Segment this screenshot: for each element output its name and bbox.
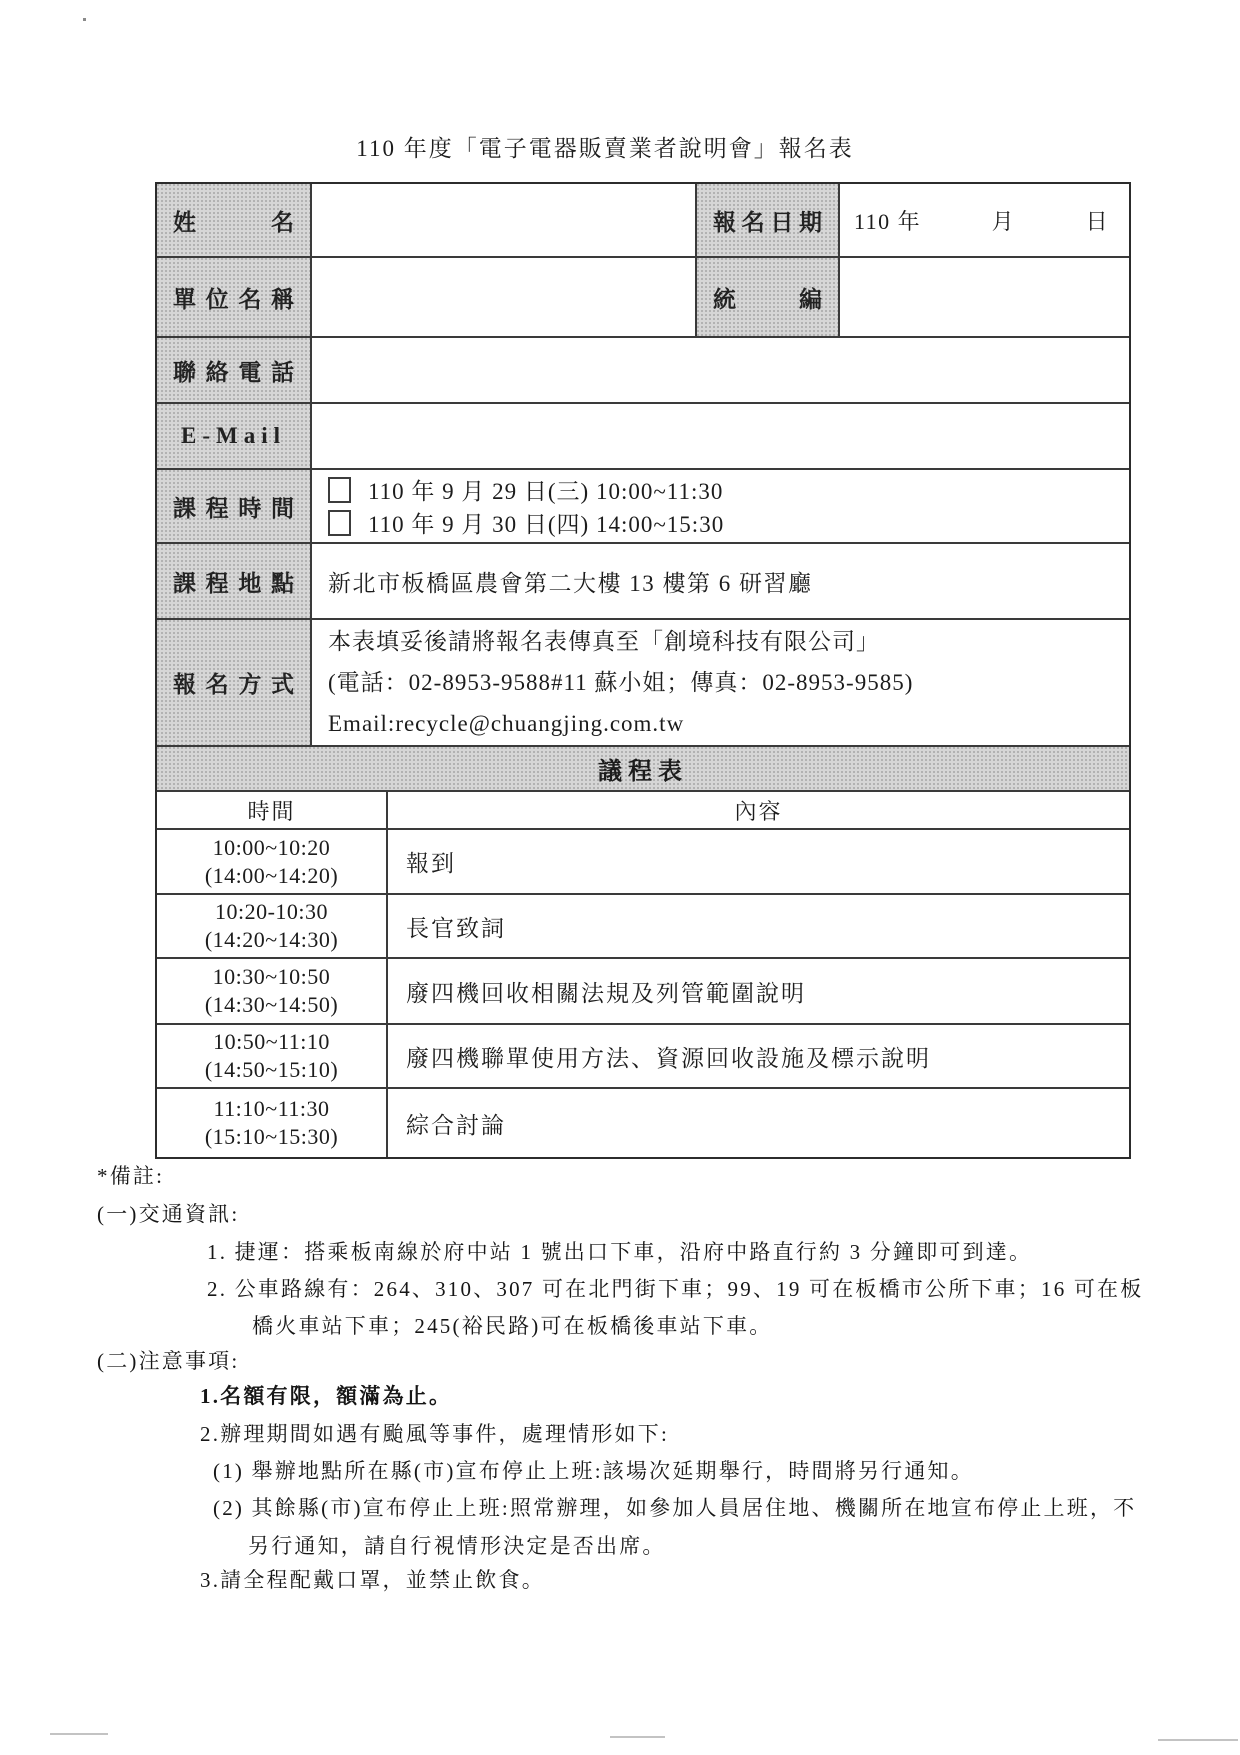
method-line-3: Email:recycle@chuangjing.com.tw	[328, 711, 685, 736]
agenda-row-5-time-alt: (15:10~15:30)	[204, 1124, 339, 1149]
agenda-row-1-time-main: 10:00~10:20	[212, 834, 331, 860]
email-label-cell	[157, 404, 312, 468]
row-email	[157, 404, 1129, 470]
agenda-row-5-content: 綜合討論	[406, 1112, 506, 1138]
method-label-cell	[157, 620, 312, 745]
agenda-section-title: 議程表	[598, 759, 688, 785]
transport-section-title: (一)交通資訊:	[97, 1202, 240, 1226]
email-label: E-Mail	[181, 423, 286, 448]
agenda-row-2-time-main: 10:20-10:30	[214, 899, 329, 924]
name-field[interactable]	[312, 184, 697, 256]
session-option-1	[328, 473, 723, 506]
row-session-time	[157, 470, 1129, 544]
unit-name-field[interactable]	[312, 258, 697, 336]
page-title: 110 年度「電子電器販賣業者說明會」報名表	[356, 136, 854, 161]
agenda-row-2	[157, 895, 1129, 959]
transport-item-2-line-1: 2. 公車路線有：264、310、307 可在北門街下車；99、19 可在板橋市公所下車；16 可在板	[207, 1277, 1144, 1301]
agenda-row-5	[157, 1089, 1129, 1157]
caution-item-2-sub-1: (1) 舉辦地點所在縣(市)宣布停止上班:該場次延期舉行，時間將另行通知。	[213, 1459, 974, 1483]
unit-label: 單位名稱	[173, 286, 294, 312]
agenda-row-3-time	[157, 959, 388, 1023]
method-cell	[312, 620, 1129, 745]
method-line-2: (電話：02-8953-9588#11 蘇小姐；傳真：02-8953-9585)	[328, 670, 914, 695]
caution-item-1: 1.名額有限，額滿為止。	[200, 1384, 453, 1408]
name-label-cell	[157, 184, 312, 256]
agenda-row-3-time-main: 10:30~10:50	[212, 964, 331, 989]
agenda-row-3-time-alt: (14:30~14:50)	[204, 992, 339, 1017]
phone-label-cell	[157, 338, 312, 402]
session-option-1-label: 110 年 9 月 29 日(三) 10:00~11:30	[368, 479, 724, 504]
agenda-row-1-time-alt: (14:00~14:20)	[204, 862, 339, 888]
session-label-cell	[157, 470, 312, 542]
phone-label: 聯絡電話	[173, 359, 294, 385]
tax-id-label-cell	[697, 258, 840, 336]
reg-date-label-cell	[697, 184, 840, 256]
agenda-row-3-content: 廢四機回收相關法規及列管範圍說明	[406, 980, 806, 1006]
caution-item-2: 2.辦理期間如遇有颱風等事件，處理情形如下:	[200, 1422, 669, 1446]
scan-artifact-line-left	[50, 1733, 108, 1735]
unit-label-cell	[157, 258, 312, 336]
row-location	[157, 544, 1129, 620]
agenda-row-1	[157, 830, 1129, 895]
agenda-row-4-time-alt: (14:50~15:10)	[204, 1057, 339, 1082]
agenda-content-header: 內容	[734, 798, 783, 824]
caution-item-2-sub-2-line-1: (2) 其餘縣(市)宣布停止上班:照常辦理，如參加人員居住地、機關所在地宣布停止上班，不	[213, 1496, 1137, 1520]
phone-field[interactable]	[312, 338, 1129, 402]
session-checkbox-2[interactable]	[328, 510, 351, 536]
tax-id-field[interactable]	[840, 258, 1129, 336]
caution-section-title: (二)注意事項:	[97, 1349, 240, 1373]
agenda-row-5-time-main: 11:10~11:30	[213, 1096, 330, 1121]
agenda-time-header: 時間	[157, 792, 388, 828]
transport-item-2-line-2: 橋火車站下車；245(裕民路)可在板橋後車站下車。	[252, 1314, 773, 1338]
agenda-row-4-time	[157, 1025, 388, 1087]
session-label: 課程時間	[173, 495, 294, 521]
agenda-row-4	[157, 1025, 1129, 1089]
tax-id-label: 統編	[713, 286, 822, 312]
reg-date-label: 報名日期	[713, 209, 822, 235]
location-value: 新北市板橋區農會第二大樓 13 樓第 6 研習廳	[328, 570, 813, 596]
method-line-1: 本表填妥後請將報名表傳真至「創境科技有限公司」	[328, 629, 880, 654]
location-label: 課程地點	[173, 570, 294, 596]
agenda-section-band	[157, 747, 1129, 792]
agenda-row-4-time-main: 10:50~11:10	[213, 1029, 330, 1054]
agenda-row-1-content: 報到	[406, 851, 456, 876]
name-label: 姓名	[173, 209, 294, 235]
agenda-row-1-time	[157, 830, 388, 893]
agenda-row-3	[157, 959, 1129, 1025]
scan-artifact-line-center	[610, 1736, 665, 1738]
agenda-row-5-time	[157, 1089, 388, 1157]
session-option-2	[328, 506, 724, 539]
email-field[interactable]	[312, 404, 1129, 468]
location-label-cell	[157, 544, 312, 618]
row-name	[157, 184, 1129, 258]
reg-date-value[interactable]: 110 年 月 日	[854, 208, 1110, 234]
agenda-row-2-content: 長官致詞	[406, 915, 506, 941]
registration-form-table	[155, 182, 1131, 1159]
row-phone	[157, 338, 1129, 404]
row-method	[157, 620, 1129, 747]
row-unit	[157, 258, 1129, 338]
transport-item-1: 1. 捷運：搭乘板南線於府中站 1 號出口下車，沿府中路直行約 3 分鐘即可到達。	[207, 1240, 1033, 1264]
session-checkbox-1[interactable]	[328, 477, 351, 503]
agenda-header-row	[157, 792, 1129, 830]
method-label: 報名方式	[173, 672, 294, 697]
agenda-row-4-content: 廢四機聯單使用方法、資源回收設施及標示說明	[406, 1045, 931, 1071]
scan-artifact-line-right	[1158, 1739, 1238, 1741]
caution-item-3: 3.請全程配戴口罩，並禁止飲食。	[200, 1568, 545, 1592]
session-options-cell	[312, 470, 1129, 542]
caution-item-2-sub-2-line-2: 另行通知，請自行視情形決定是否出席。	[248, 1534, 666, 1558]
agenda-row-2-time-alt: (14:20~14:30)	[204, 927, 339, 952]
scan-speck	[83, 18, 86, 21]
session-option-2-label: 110 年 9 月 30 日(四) 14:00~15:30	[368, 512, 725, 537]
notes-header: *備註:	[97, 1164, 165, 1188]
agenda-row-2-time	[157, 895, 388, 957]
